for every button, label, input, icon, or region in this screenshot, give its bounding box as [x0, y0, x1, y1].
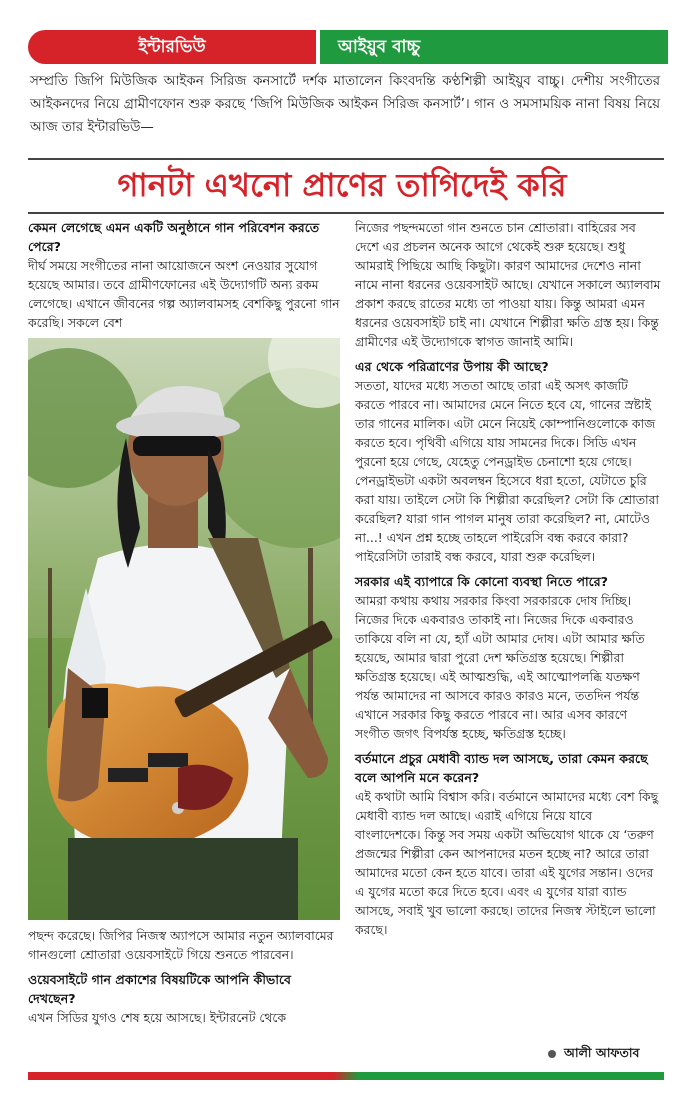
question-1: কেমন লেগেছে এমন একটি অনুষ্ঠানে গান পরিবেশন করতে পেরে? — [28, 220, 320, 254]
headline: গানটা এখনো প্রাণের তাগিদেই করি — [117, 166, 567, 204]
headline-bottom-rule — [28, 212, 664, 214]
question-3: এর থেকে পরিত্রাণের উপায় কী আছে? — [355, 359, 549, 374]
answer-1-continued: পছন্দ করেছে। জিপির নিজস্ব অ্যাপসে আমার নতুন অ্যালবামের গানগুলো শ্রোতারা ওয়েবসাইটে গিয়ে শুনতে পারবেন। — [28, 928, 334, 962]
intro-paragraph: সম্প্রতি জিপি মিউজিক আইকন সিরিজ কনসার্টে দর্শক মাতালেন কিংবদন্তি কণ্ঠশিল্পী আইয়ুব বাচ্চু। দেশীয় সংগীতের আইকনদের নিয়ে গ্রামীণফোন শুরু করছে ‘জিপি মিউজিক আইকন সিরিজ কনসার্ট’। গান ও সমসাময়িক নানা বিষয় নিয়ে আজ তার ইন্টারভিউ— — [30, 74, 660, 135]
question-4: সরকার এই ব্যাপারে কি কোনো ব্যবস্থা নিতে পারে? — [355, 574, 608, 589]
musician-photo — [28, 338, 340, 920]
question-2: ওয়েবসাইটে গান প্রকাশের বিষয়টিকে আপনি কীভাবে দেখছেন? — [28, 972, 292, 1006]
right-column — [355, 218, 661, 939]
footer-color-bar — [28, 1072, 664, 1080]
answer-3: সততা, যাদের মধ্যে সততা আছে তারা এই অসৎ কাজটি করতে পারবে না। আমাদের মেনে নিতে হবে যে, গানের স্রষ্টাই তার গানের মালিক। এটা মেনে নিয়েই কোম্পানিগুলোকে কাজ করতে হবে। পৃথিবী এগিয়ে যায় সামনের দিকে। সিডি এখন পুরনো হয়ে গেছে, যেহেতু পেনড্রাইভ চেনাশো হয়ে গেছে। পেনড্রাইভটা একটা অবলম্বন হিসেবে ধরা হতো, যেটাতে চুরি করা যায়। তাইলে সেটা কি শিল্পীরা করেছিল? সেটা কি শ্রোতারা করেছিল? যারা গান পাগল মানুষ তারা করেছিল? না, মোটেও না...! এখন প্রশ্ন হচ্ছে তাহলে পাইরেসি বন্ধ করবে কারা? পাইরেসিটা তারাই বন্ধ করবে, যারা শুরু করেছিল। — [355, 378, 659, 564]
answer-4: আমরা কথায় কথায় সরকার কিংবা সরকারকে দোষ দিচ্ছি। নিজের দিকে একবারও তাকাই না। নিজের দিকে একবারও তাকিয়ে বলি না যে, হ্যাঁ এটা আমার দোষ। এটা আমার ক্ষতি হয়েছে, আমার দ্বারা পুরো দেশ ক্ষতিগ্রস্ত হয়েছে। শিল্পীরা ক্ষতিগ্রস্ত হয়েছে। এই আত্মশুদ্ধি, এই আত্মোপলব্ধি যতক্ষণ পর্যন্ত আমাদের না আসবে কারও কারও মনে, ততদিন পর্যন্ত এখানে সরকার কিছু করতে পারবে না। আর এসব কারণে সংগীত জগৎ বিপর্যস্ত হচ্ছে, ক্ষতিগ্রস্ত হচ্ছে। — [355, 593, 645, 741]
byline — [548, 1044, 640, 1062]
question-5: বর্তমানে প্রচুর মেধাবী ব্যান্ড দল আসছে, তারা কেমন করছে বলে আপনি মনে করেন? — [355, 751, 648, 785]
bullet-icon — [548, 1050, 556, 1058]
author-name: আলী আফতাব — [564, 1045, 640, 1060]
answer-5: এই কথাটা আমি বিশ্বাস করি। বর্তমানে আমাদের মধ্যে বেশ কিছু মেধাবী ব্যান্ড দল আছে। এরাই এগিয়ে নিয়ে যাবে বাংলাদেশকে। কিন্তু সব সময় একটা অভিযোগ থাকে যে ‘তরুণ প্রজন্মের শিল্পীরা কেন আপনাদের মতন হচ্ছে না? আরে তারা আমাদের মতো কেন হতে যাবে। তারা এই যুগের সন্তান। ওদের এ যুগের মতো করে দিতে হবে। এবং এ যুগের যারা ব্যান্ড আসছে, সবাই খুব ভালো করছে। তাদের নিজস্ব স্টাইলে ভালো করছে। — [355, 789, 659, 937]
answer-1: দীর্ঘ সময়ে সংগীতের নানা আয়োজনে অংশ নেওয়ার সুযোগ হয়েছে আমার। তবে গ্রামীণফোনের এই উদ্যোগটি অন্য রকম লেগেছে। এখানে জীবনের গল্প অ্যালবামসহ বেশকিছু পুরনো গান করেছি। সকলে বেশ — [28, 258, 340, 330]
left-column — [28, 218, 340, 1027]
section-label: ইন্টারভিউ — [28, 30, 316, 64]
answer-2-continued: নিজের পছন্দমতো গান শুনতে চান শ্রোতারা। বাহিরের সব দেশে এর প্রচলন অনেক আগে থেকেই শুরু হয়েছে। শুধু আমরাই পিছিয়ে আছি কিছুটা। কারণ আমাদের দেশেও নানা নামে নানা ধরনের ওয়েবসাইট আছে। যেখানে সকালে অ্যালবাম প্রকাশ করছে রাতের মধ্যে তা পাওয়া যায়। কিন্তু আমরা এমন ধরনের ওয়েবসাইট চাই না। যেখানে শিল্পীরা ক্ষতি গ্রস্ত হয়। কিন্তু গ্রামীণের এই উদ্যোগকে স্বাগত জানাই আমি। — [355, 220, 661, 349]
interviewee-name: আইয়ুব বাচ্চু — [320, 30, 668, 64]
answer-2: এখন সিডির যুগও শেষ হয়ে আসছে। ইন্টারনেট থেকে — [28, 1010, 287, 1025]
section-header — [28, 30, 668, 64]
